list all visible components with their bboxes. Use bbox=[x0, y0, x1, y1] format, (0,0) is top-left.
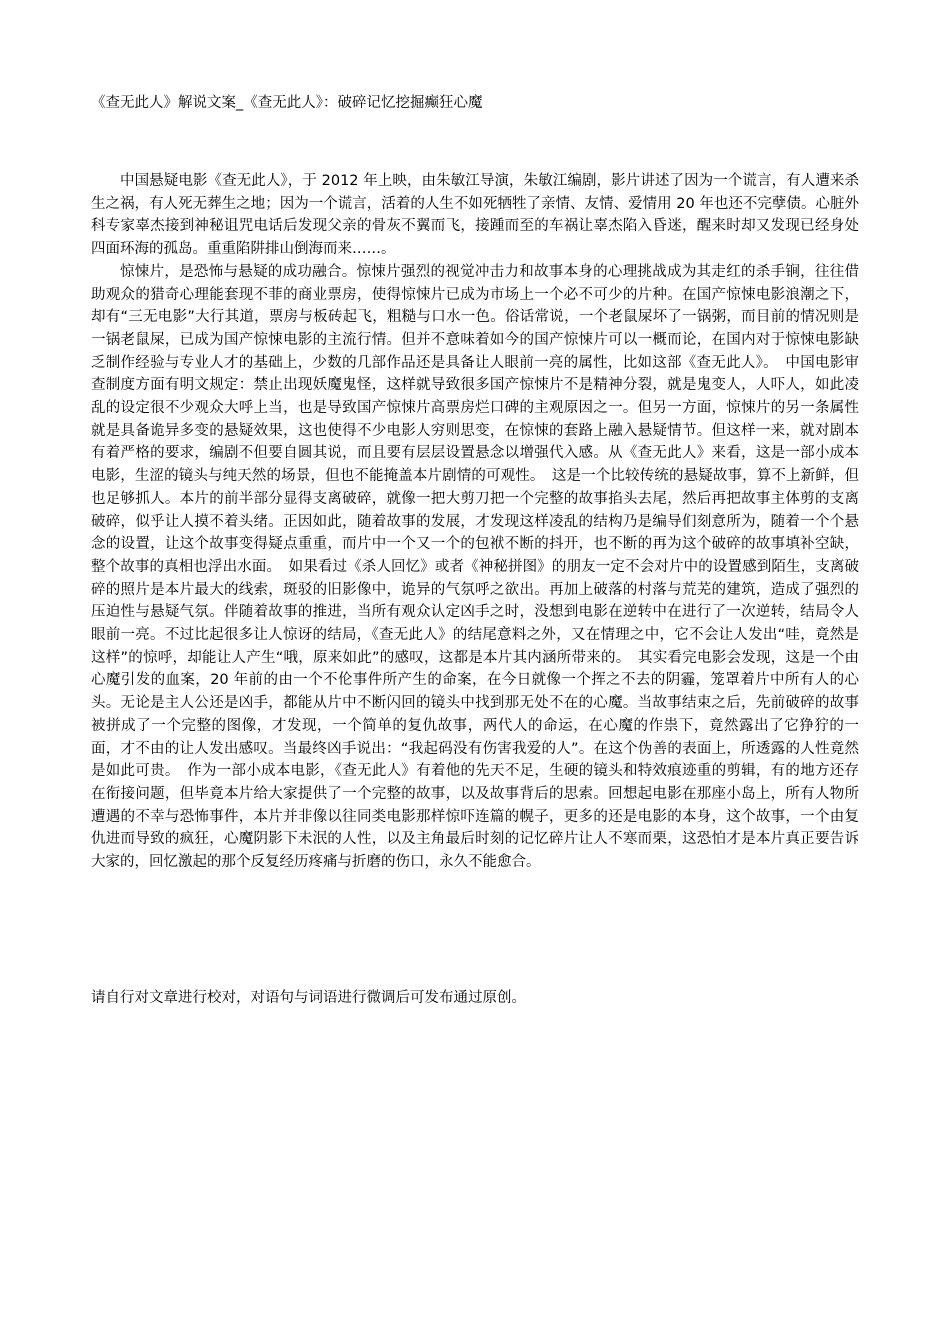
paragraph-intro: 中国悬疑电影《查无此人》，于 2012 年上映，由朱敏江导演，朱敏江编剧，影片讲述了因为一个谎言，有人遭来杀生之祸，有人死无葬生之地；因为一个谎言，活着的人生不如死牺牲了亲情、友情、爱情用 20 年也还不完孽债。心脏外科专家辜杰接到神秘诅咒电话后发现父亲的骨灰不翼而飞，接踵而至的车祸让辜杰陷入昏迷，醒来时却又发现已经身处四面环海的孤岛。重重陷阱排山倒海而来……。 bbox=[91, 173, 859, 258]
proofread-note: 请自行对文章进行校对，对语句与词语进行微调后可发布通过原创。 bbox=[91, 990, 526, 1006]
paragraph-review: 惊悚片，是恐怖与悬疑的成功融合。惊悚片强烈的视觉冲击力和故事本身的心理挑战成为其走红的杀手锏，往往借助观众的猎奇心理能套现不菲的商业票房，使得惊悚片已成为市场上一个必不可少的片种。在国产惊悚电影浪潮之下，却有“三无电影”大行其道，票房与板砖起飞，粗糙与口水一色。俗话常说，一个老鼠屎坏了一锅粥，而目前的情况则是一锅老鼠屎，已成为国产惊悚电影的主流行情。但并不意味着如今的国产惊悚片可以一概而论，在国内对于惊悚电影缺乏制作经验与专业人才的基础上，少数的几部作品还是具备让人眼前一亮的属性，比如这部《查无此人》。 中国电影审查制度方面有明文规定：禁止出现妖魔鬼怪，这样就导致很多国产惊悚片不是精神分裂，就是鬼变人，人吓人，如此凌乱的设定很不少观众大呼上当，也是导致国产惊悚片高票房烂口碑的主观原因之一。但另一方面，惊悚片的另一条属性就是具备诡异多变的悬疑效果，这也使得不少电影人穷则思变，在惊悚的套路上融入悬疑情节。但这样一来，就对剧本有着严格的要求，编剧不但要自圆其说，而且要有层层设置悬念以增强代入感。从《查无此人》来看，这是一部小成本电影，生涩的镜头与纯天然的场景，但也不能掩盖本片剧情的可观性。 这是一个比较传统的悬疑故事，算不上新鲜，但也足够抓人。本片的前半部分显得支离破碎，就像一把大剪刀把一个完整的故事掐头去尾，然后再把故事主体剪的支离破碎，似乎让人摸不着头绪。正因如此，随着故事的发展，才发现这样凌乱的结构乃是编导们刻意所为，随着一个个悬念的设置，让这个故事变得疑点重重，而片中一个又一个的包袱不断的抖开，也不断的再为这个破碎的故事填补空缺，整个故事的真相也浮出水面。 如果看过《杀人回忆》或者《神秘拼图》的朋友一定不会对片中的设置感到陌生，支离破碎的照片是本片最大的线索，斑驳的旧影像中，诡异的气氛呼之欲出。再加上破落的村落与荒芜的建筑，造成了强烈的压迫性与悬疑气氛。伴随着故事的推进，当所有观众认定凶手之时，没想到电影在逆转中在进行了一次逆转，结局令人眼前一亮。不过比起很多让人惊讶的结局，《查无此人》的结尾意料之外，又在情理之中，它不会让人发出“哇，竟然是这样”的惊呼，却能让人产生“哦，原来如此”的感叹，这都是本片其内涵所带来的。 其实看完电影会发现，这是一个由心魔引发的血案，20 年前的由一个不伦事件所产生的命案，在今日就像一个挥之不去的阴霾，笼罩着片中所有人的心头。无论是主人公还是凶手，都能从片中不断闪回的镜头中找到那无处不在的心魔。当故事结束之后，先前破碎的故事被拼成了一个完整的图像，才发现，一个简单的复仇故事，两代人的命运，在心魔的作祟下，竟然露出了它狰狞的一面，才不由的让人发出感叹。当最终凶手说出：“我起码没有伤害我爱的人”。在这个伪善的表面上，所透露的人性竟然是如此可贵。 作为一部小成本电影，《查无此人》有着他的先天不足，生硬的镜头和特效痕迹重的剪辑，有的地方还存在衔接问题，但毕竟本片给大家提供了一个完整的故事，以及故事背后的思索。回想起电影在那座小岛上，所有人物所遭遇的不幸与恐怖事件，本片并非像以往同类电影那样惊吓连篇的幌子，更多的还是电影的本身，这个故事，一个由复仇进而导致的疯狂，心魔阴影下未泯的人性，以及主角最后时刻的记忆碎片让人不寒而栗，这恐怕才是本片真正要告诉大家的，回忆激起的那个反复经历疼痛与折磨的伤口，永久不能愈合。 bbox=[91, 263, 859, 871]
document-title: 《查无此人》解说文案_《查无此人》：破碎记忆挖掘癫狂心魔 bbox=[91, 95, 483, 111]
article-body bbox=[91, 170, 859, 874]
